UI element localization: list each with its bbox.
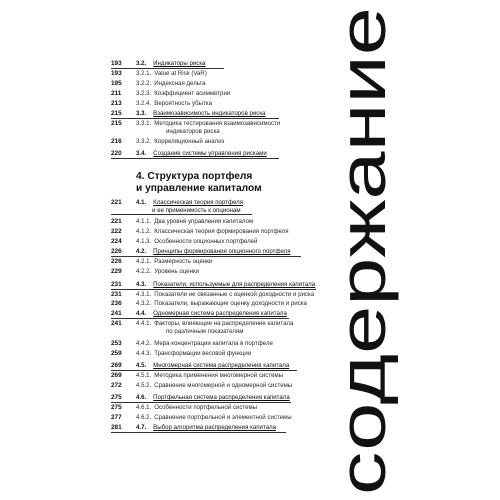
- toc-subsection-title: [136, 300, 307, 308]
- toc-page-number: 195: [111, 80, 122, 87]
- section-underline: [111, 289, 316, 290]
- toc-page-number: 259: [111, 350, 122, 357]
- toc-page-number: 221: [111, 199, 122, 206]
- toc-page-number: 277: [111, 414, 122, 421]
- toc-subsection-title: [136, 340, 273, 348]
- toc-entry-text: Индексная дельта: [154, 80, 206, 87]
- toc-subsection-title: [136, 404, 257, 412]
- toc-entry-text: Создание системы управления рисками: [153, 150, 267, 157]
- chapter-title-line-1: 4. Структура портфеля: [136, 171, 253, 182]
- toc-entry-number: 4.3.2.: [136, 300, 152, 307]
- toc-page-number: 226: [111, 248, 122, 255]
- toc-entry-number: 4.4.3.: [136, 350, 152, 357]
- toc-section-title: [136, 110, 266, 118]
- toc-page-number: 275: [111, 404, 122, 411]
- toc-subsection-title: [136, 138, 224, 146]
- toc-entry-text: Вероятность убытка: [154, 100, 212, 107]
- toc-entry-text: Классическая теория формирования портфеля: [154, 228, 289, 235]
- toc-subsection-title: [136, 268, 199, 276]
- toc-section-title: [136, 394, 290, 402]
- toc-entry-number: 4.2.2.: [136, 268, 152, 275]
- section-underline: [111, 370, 297, 371]
- toc-subsection-title: [136, 320, 294, 335]
- toc-page-number: 269: [111, 372, 122, 379]
- toc-page-number: 193: [111, 60, 122, 67]
- toc-entry-text: Классическая теория портфеля: [153, 199, 244, 206]
- toc-page-number: 275: [111, 394, 122, 401]
- toc-page-number: 221: [111, 218, 122, 225]
- toc-page-number: 272: [111, 382, 122, 389]
- toc-subsection-title: [136, 228, 289, 236]
- toc-subsection-title: [136, 382, 292, 390]
- toc-section-title: [136, 310, 287, 318]
- toc-page-number: 281: [111, 424, 122, 431]
- toc-entry-continuation: индикаторов риска: [166, 128, 220, 135]
- toc-entry-text: Показатели, выражающие оценку доходности и риска: [154, 300, 307, 307]
- toc-page-number: 222: [111, 228, 122, 235]
- toc-entry-text: Два уровня управления капиталом: [154, 218, 254, 225]
- toc-section-title: [136, 248, 291, 256]
- toc-entry-number: 3.2.1.: [136, 70, 152, 77]
- section-underline: [111, 68, 224, 69]
- toc-entry-number: 4.3.1.: [136, 291, 152, 298]
- toc-entry-text: Портфельная система распределения капитала: [153, 394, 290, 401]
- toc-entry-text: Мера концентрации капитала в портфеле: [154, 340, 273, 347]
- toc-page-number: 224: [111, 238, 122, 245]
- toc-entry-text: Одномерная система распределения капитала: [153, 310, 287, 317]
- toc-entry-number: 4.2.1.: [136, 258, 152, 265]
- toc-entry-text: Методика тестирования взаимозависимости: [154, 120, 281, 127]
- toc-entry-text: Факторы, влияющие на распределение капитала: [154, 320, 294, 327]
- toc-subsection-title: [136, 258, 212, 266]
- toc-entry-text: Уровень оценки: [154, 268, 200, 275]
- toc-entry-number: 4.6.1.: [136, 404, 152, 411]
- toc-subsection-title: [136, 218, 253, 226]
- toc-page-number: 229: [111, 268, 122, 275]
- toc-entry-number: 4.3.: [136, 281, 147, 288]
- toc-entry-text: Value at Risk (VaR): [154, 70, 207, 77]
- chapter-title-line-2: и управление капиталом: [136, 183, 262, 194]
- toc-entry-number: 3.3.: [136, 110, 147, 117]
- toc-entry-text: Выбор алгоритма распределения капитала: [153, 424, 277, 431]
- toc-page-number: 193: [111, 70, 122, 77]
- toc-page-number: 216: [111, 138, 122, 145]
- toc-entry-number: 4.5.: [136, 362, 147, 369]
- section-underline: [111, 214, 252, 215]
- toc-page-number: 253: [111, 340, 122, 347]
- toc-entry-text: Сравнение портфельной и элементной системы: [154, 414, 292, 421]
- chapter-heading: [136, 171, 262, 195]
- vertical-heading-graphic: [325, 5, 399, 495]
- toc-entry-number: 4.1.2.: [136, 228, 152, 235]
- toc-page-number: 226: [111, 258, 122, 265]
- toc-subsection-title: [136, 90, 230, 98]
- toc-subsection-title: [136, 238, 257, 246]
- vertical-heading: [325, 5, 399, 495]
- vertical-heading-text: содержание: [325, 123, 399, 495]
- toc-subsection-title: [136, 372, 283, 380]
- toc-entry-number: 3.2.: [136, 60, 147, 67]
- toc-entry-number: 4.4.1.: [136, 320, 152, 327]
- toc-entry-text: Особенности опционных портфелей: [154, 238, 258, 245]
- toc-subsection-title: [136, 350, 251, 358]
- toc-page-number: 236: [111, 300, 122, 307]
- toc-entry-number: 4.4.: [136, 310, 147, 317]
- toc-entry-number: 3.2.3.: [136, 90, 152, 97]
- toc-entry-text: Показатели, используемые для распределения капитала: [153, 281, 316, 288]
- toc-entry-number: 3.3.2.: [136, 138, 152, 145]
- toc-entry-text: Особенности портфельной системы: [154, 404, 258, 411]
- toc-entry-number: 4.6.2.: [136, 414, 152, 421]
- toc-entry-number: 4.2.: [136, 248, 147, 255]
- section-underline: [111, 256, 301, 257]
- toc-entry-number: 4.1.: [136, 199, 147, 206]
- toc-page-number: 220: [111, 150, 122, 157]
- toc-entry-number: 4.7.: [136, 424, 147, 431]
- toc-page-number: 269: [111, 362, 122, 369]
- toc-entry-number: 4.5.2.: [136, 382, 152, 389]
- toc-entry-number: 4.1.3.: [136, 238, 152, 245]
- toc-entry-text: Многомерная система распределения капитала: [153, 362, 290, 369]
- toc-section-title: [136, 60, 206, 68]
- toc-entry-number: 4.4.2.: [136, 340, 152, 347]
- toc-subsection-title: [136, 70, 207, 78]
- toc-subsection-title: [136, 291, 314, 299]
- toc-entry-number: 3.3.1.: [136, 120, 152, 127]
- toc-entry-text: Трансформации весовой функции: [154, 350, 252, 357]
- toc-page-number: 215: [111, 110, 122, 117]
- toc-entry-continuation: и ее применимость к опционам: [152, 207, 241, 214]
- toc-section-title: [136, 281, 315, 289]
- toc-subsection-title: [136, 414, 292, 422]
- toc-page-number: 211: [111, 90, 122, 97]
- section-underline: [111, 158, 279, 159]
- toc-entry-text: Корреляционный анализ: [154, 138, 225, 145]
- toc-entry-text: Коэффициент асимметрии: [154, 90, 231, 97]
- section-underline: [111, 318, 289, 319]
- toc-page-number: 231: [111, 281, 122, 288]
- toc-entry-text: Взаимозависимость индикаторов риска: [153, 110, 266, 117]
- section-underline: [111, 432, 286, 433]
- toc-subsection-title: [136, 120, 281, 135]
- toc-page-number: 241: [111, 310, 122, 317]
- toc-section-title: [136, 424, 276, 432]
- toc-entry-text: Методика применения многомерной системы: [154, 372, 284, 379]
- toc-entry-number: 4.6.: [136, 394, 147, 401]
- toc-entry-text: Показатели не связанные с оценкой доходности и риска: [154, 291, 315, 298]
- toc-entry-text: Принципы формирования опционного портфеля: [153, 248, 291, 255]
- toc-entry-text: Сравнение многомерной и одномерной системы: [154, 382, 293, 389]
- toc-page-number: 215: [111, 120, 122, 127]
- toc-entry-number: 4.5.1.: [136, 372, 152, 379]
- toc-entry-text: Размерность оценки: [154, 258, 213, 265]
- toc-section-title: [136, 362, 289, 370]
- toc-entry-continuation: по различным показателям: [166, 328, 244, 335]
- toc-page-number: 241: [111, 320, 122, 327]
- toc-subsection-title: [136, 80, 206, 88]
- toc-page-number: 231: [111, 291, 122, 298]
- toc-entry-number: 3.4.: [136, 150, 147, 157]
- toc-section-title: [136, 199, 244, 214]
- toc-entry-number: 3.2.2.: [136, 80, 152, 87]
- toc-entry-text: Индикаторы риска: [153, 60, 206, 67]
- toc-section-title: [136, 150, 267, 158]
- toc-subsection-title: [136, 100, 212, 108]
- section-underline: [111, 402, 291, 403]
- toc-entry-number: 3.2.4.: [136, 100, 152, 107]
- section-underline: [111, 118, 279, 119]
- toc-entry-number: 4.1.1.: [136, 218, 152, 225]
- toc-page-number: 213: [111, 100, 122, 107]
